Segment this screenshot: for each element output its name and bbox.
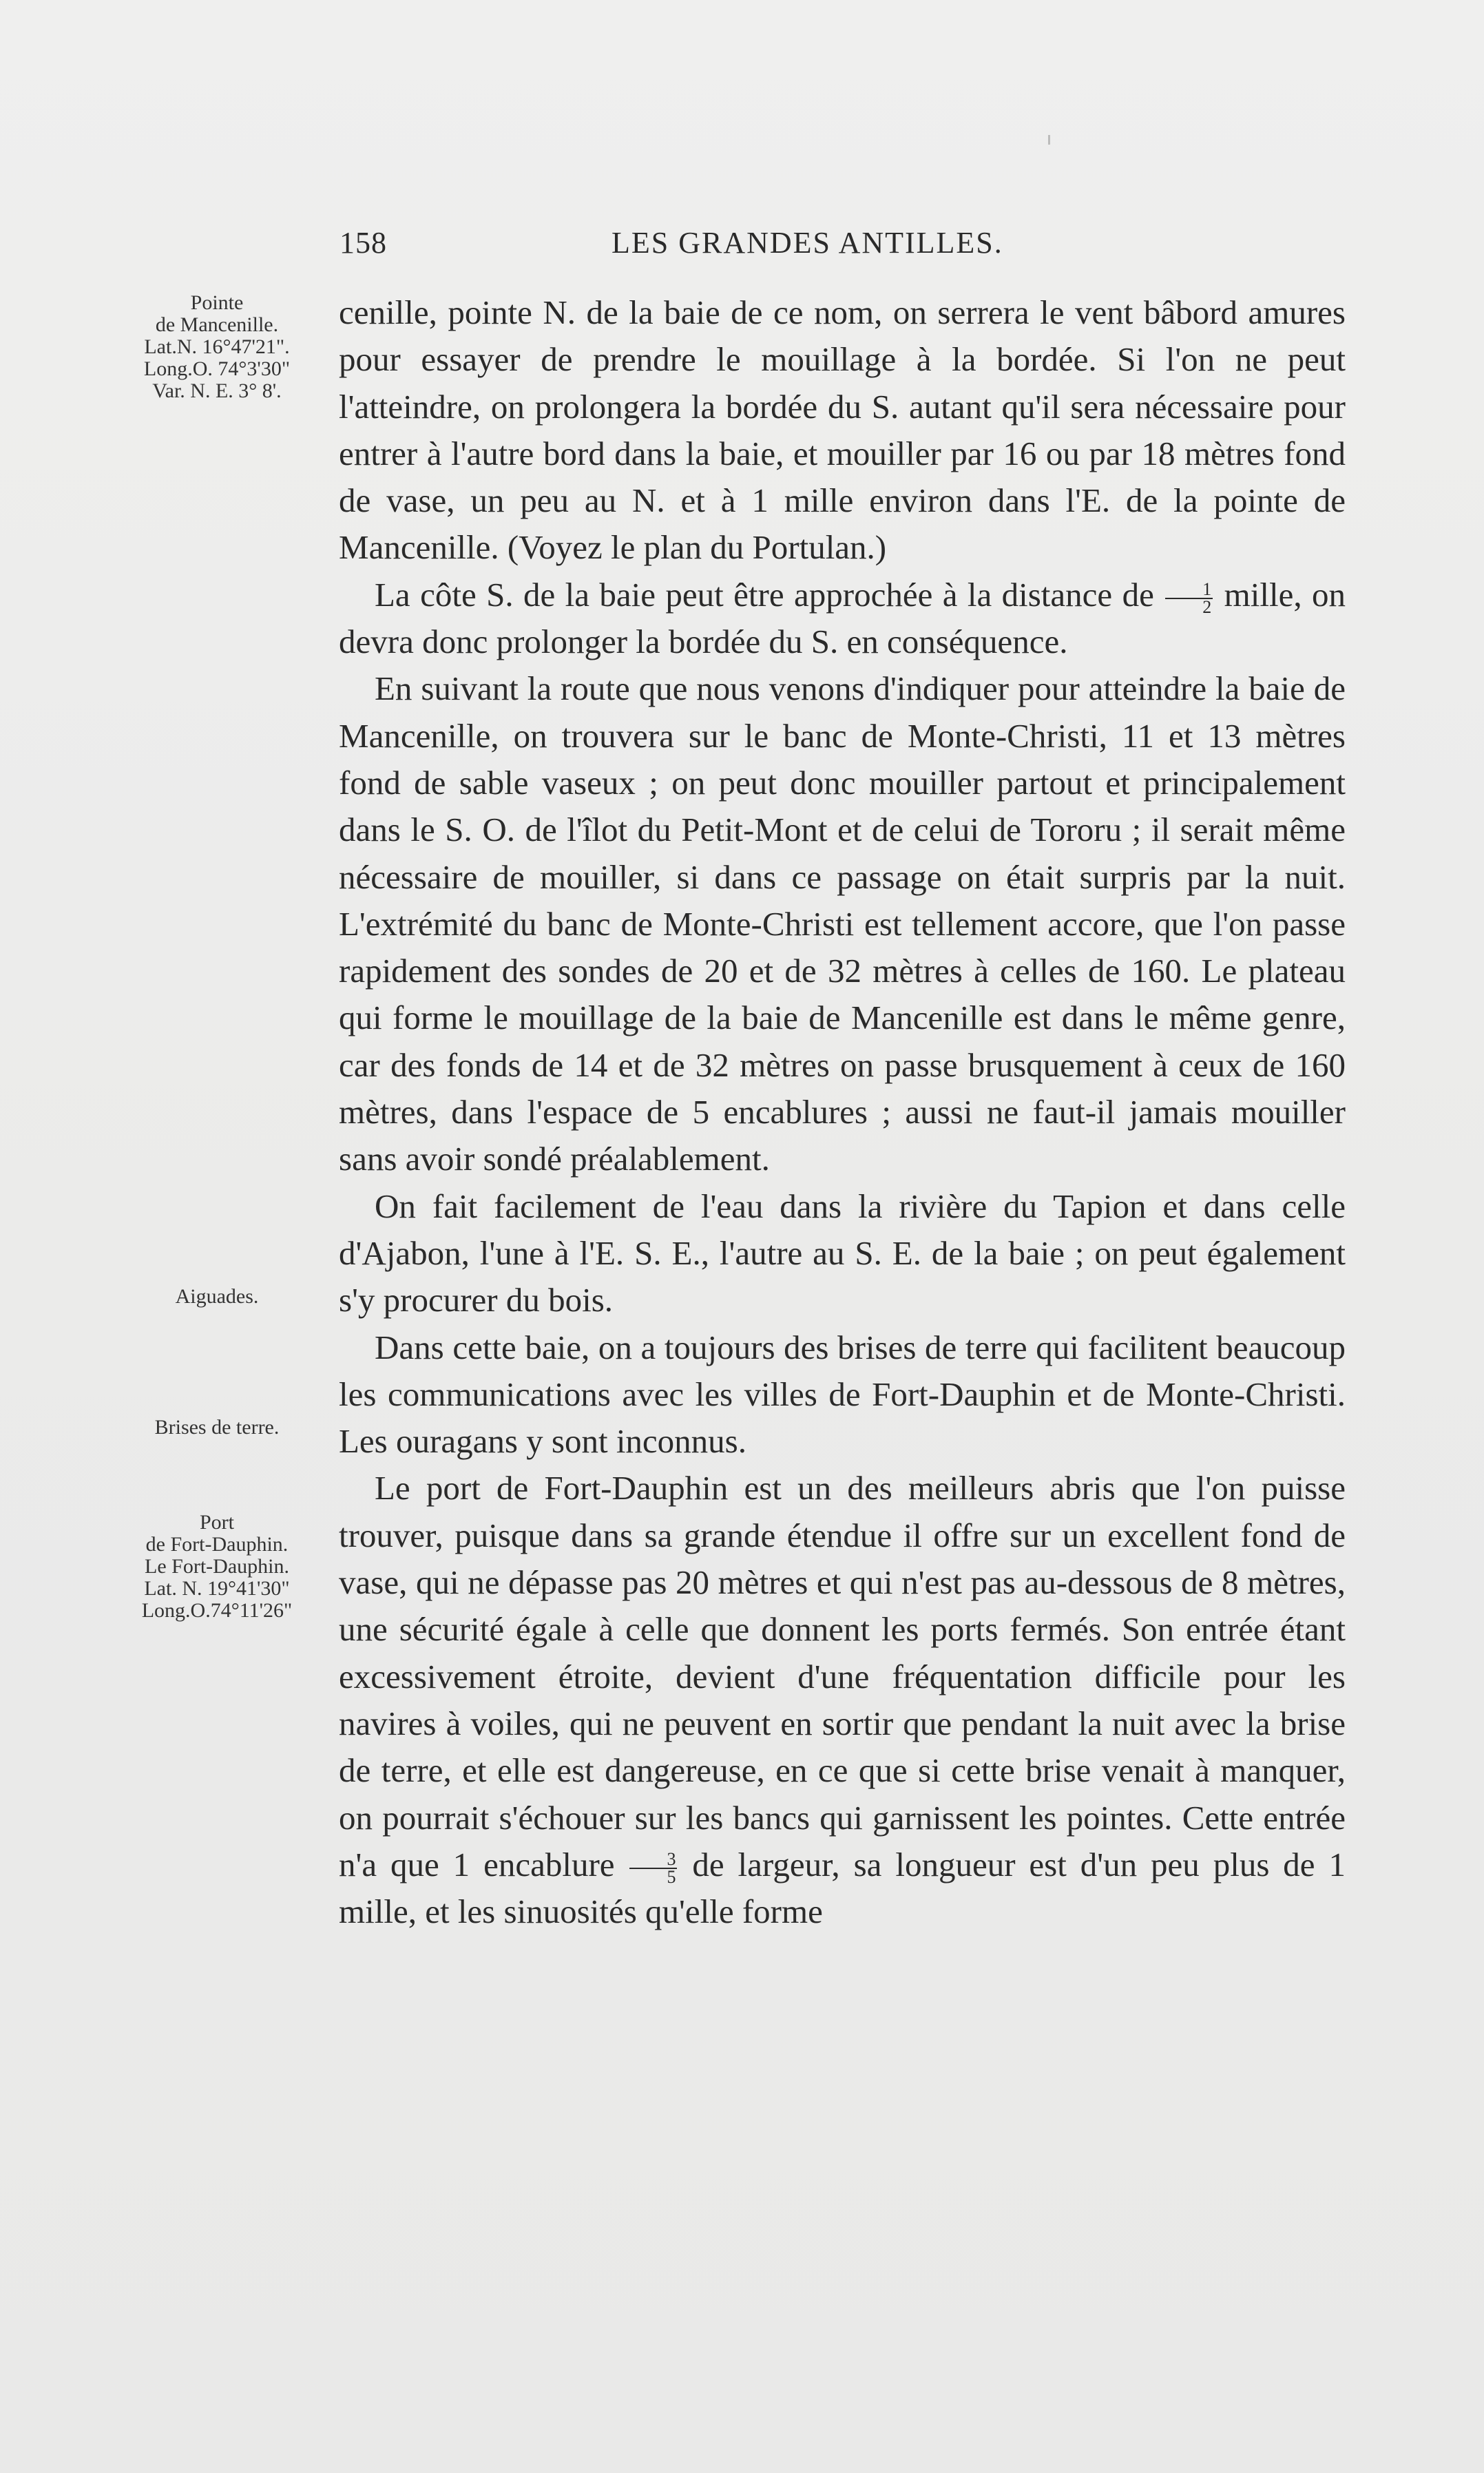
paragraph-2-text: La côte S. de la baie peut être approchée à la distance de — [375, 575, 1154, 614]
fraction-three-fifths — [629, 1848, 677, 1887]
paragraph-1: cenille, pointe N. de la baie de ce nom, on serrera le vent bâbord amures pour essayer de prendre le mouillage à la bordée. Si l'on ne peut l'atteindre, on prolongera la bordée du S. autant qu'il sera nécessaire pour entrer à l'autre bord dans la baie, et mouiller par 16 ou par 18 mètres fond de vase, un peu au N. et à 1 mille environ dans l'E. de la pointe de Mancenille. (Voyez le plan du Portulan.) — [339, 293, 1346, 567]
margin-note-line: Lat.N. 16°47'21". — [144, 335, 290, 358]
paragraph-5: Dans cette baie, on a toujours des brises de terre qui facilitent beaucoup les communications avec les villes de Fort-Dauphin et de Monte-Christi. Les ouragans y sont inconnus. — [339, 1328, 1346, 1461]
margin-note-line: Long.O.74°11'26" — [141, 1599, 293, 1622]
page-number: 158 — [339, 226, 387, 260]
margin-note-line: Pointe — [190, 291, 244, 314]
paragraph-3: En suivant la route que nous venons d'indiquer pour atteindre la baie de Mancenille, on trouvera sur le banc de Monte-Christi, 11 et 13 mètres fond de sable vaseux ; on peut donc mouiller partout et principalement dans le S. O. de l'îlot du Petit-Mont et de celui de Tororu ; il serait même nécessaire de mouiller, si dans ce passage on était surpris par la nuit. L'extrémité du banc de Monte-Christi est tellement accore, que l'on passe rapidement des sondes de 20 et de 32 mètres à celles de 160. Le plateau qui forme le mouillage de la baie de Mancenille est dans le même genre, car des fonds de 14 et de 32 mètres on passe brusquement à ceux de 160 mètres, dans l'espace de 5 encablures ; aussi ne faut-il jamais mouiller sans avoir sondé préalablement. — [339, 669, 1346, 1178]
margin-note-line: Var. N. E. 3° 8'. — [152, 379, 282, 402]
body-text — [339, 289, 1346, 1935]
margin-note-line: Aiguades. — [175, 1285, 259, 1308]
paragraph-6 — [339, 1465, 1346, 1935]
fraction-numerator: 1 — [1165, 581, 1213, 599]
margin-note-line: Port — [199, 1511, 234, 1534]
margin-note-line: Lat. N. 19°41'30" — [144, 1577, 290, 1600]
margin-note-brises — [103, 1417, 331, 1439]
paragraph-6-text-end: de largeur, sa longueur est d'un peu plus de 1 mille, et les sinuosités qu'elle forme — [339, 1845, 1346, 1931]
margin-note-line: de Fort-Dauphin. — [145, 1533, 289, 1556]
fraction-denominator: 2 — [1202, 596, 1212, 617]
margin-note-line: Long.O. 74°3'30" — [143, 357, 291, 380]
paragraph-2 — [339, 572, 1346, 666]
paragraph-4: On fait facilement de l'eau dans la rivière du Tapion et dans celle d'Ajabon, l'une à l'E. S. E., l'autre au S. E. de la baie ; on peut également s'y procurer du bois. — [339, 1187, 1346, 1319]
margin-note-line: Brises de terre. — [154, 1416, 280, 1439]
running-title: LES GRANDES ANTILLES. — [612, 226, 1003, 260]
fraction-denominator: 5 — [667, 1866, 676, 1887]
margin-note-pointe-mancenille — [103, 292, 331, 402]
margin-note-port-fort-dauphin — [103, 1512, 331, 1622]
margin-note-line: Le Fort-Dauphin. — [145, 1555, 289, 1578]
paragraph-6-text: Le port de Fort-Dauphin est un des meilleurs abris que l'on puisse trouver, puisque dans sa grande étendue il offre sur un excellent fond de vase, qui ne dépasse pas 20 mètres et qui n'est pas au-dessous de 8 mètres, une sécurité égale à celle que donnent les ports fermés. Son entrée étant excessivement étroite, devient d'une fréquentation difficile pour les navires à voiles, qui ne peuvent en sortir que pendant la nuit avec la brise de terre, et elle est dangereuse, en ce que si cette brise venait à manquer, on pourrait s'échouer sur les bancs qui garnissent les pointes. Cette entrée n'a que 1 encablure — [339, 1469, 1346, 1884]
scan-speck — [1048, 135, 1050, 145]
page-header — [0, 225, 1484, 267]
margin-note-line: de Mancenille. — [155, 313, 279, 336]
fraction-one-half — [1165, 578, 1213, 617]
paragraph-2-text-end: mille, on devra donc prolonger la bordée du S. en conséquence. — [339, 575, 1346, 661]
fraction-numerator: 3 — [629, 1851, 677, 1869]
margin-note-aiguades — [103, 1286, 331, 1308]
